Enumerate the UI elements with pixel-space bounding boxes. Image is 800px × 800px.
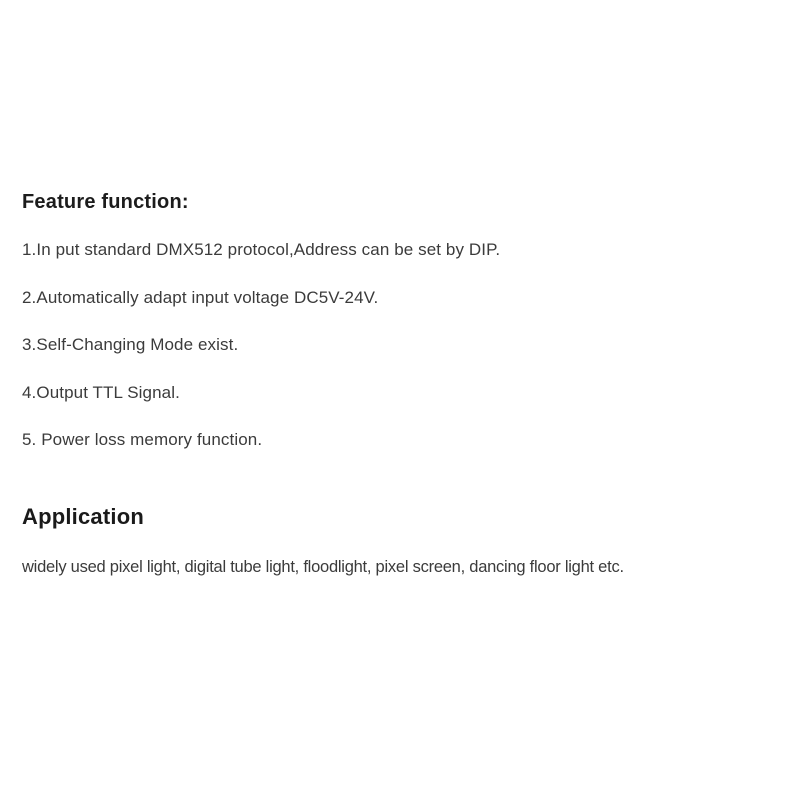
feature-item-3: 3.Self-Changing Mode exist. bbox=[22, 335, 239, 354]
feature-item-5: 5. Power loss memory function. bbox=[22, 430, 263, 449]
feature-item-2: 2.Automatically adapt input voltage DC5V-24V. bbox=[22, 288, 379, 307]
feature-item-1: 1.In put standard DMX512 protocol,Address can be set by DIP. bbox=[22, 240, 501, 259]
feature-item-4: 4.Output TTL Signal. bbox=[22, 383, 180, 402]
application-text: widely used pixel light, digital tube light, floodlight, pixel screen, dancing floor light etc. bbox=[22, 558, 624, 576]
application-heading: Application bbox=[22, 504, 144, 529]
feature-function-heading: Feature function: bbox=[22, 191, 189, 213]
